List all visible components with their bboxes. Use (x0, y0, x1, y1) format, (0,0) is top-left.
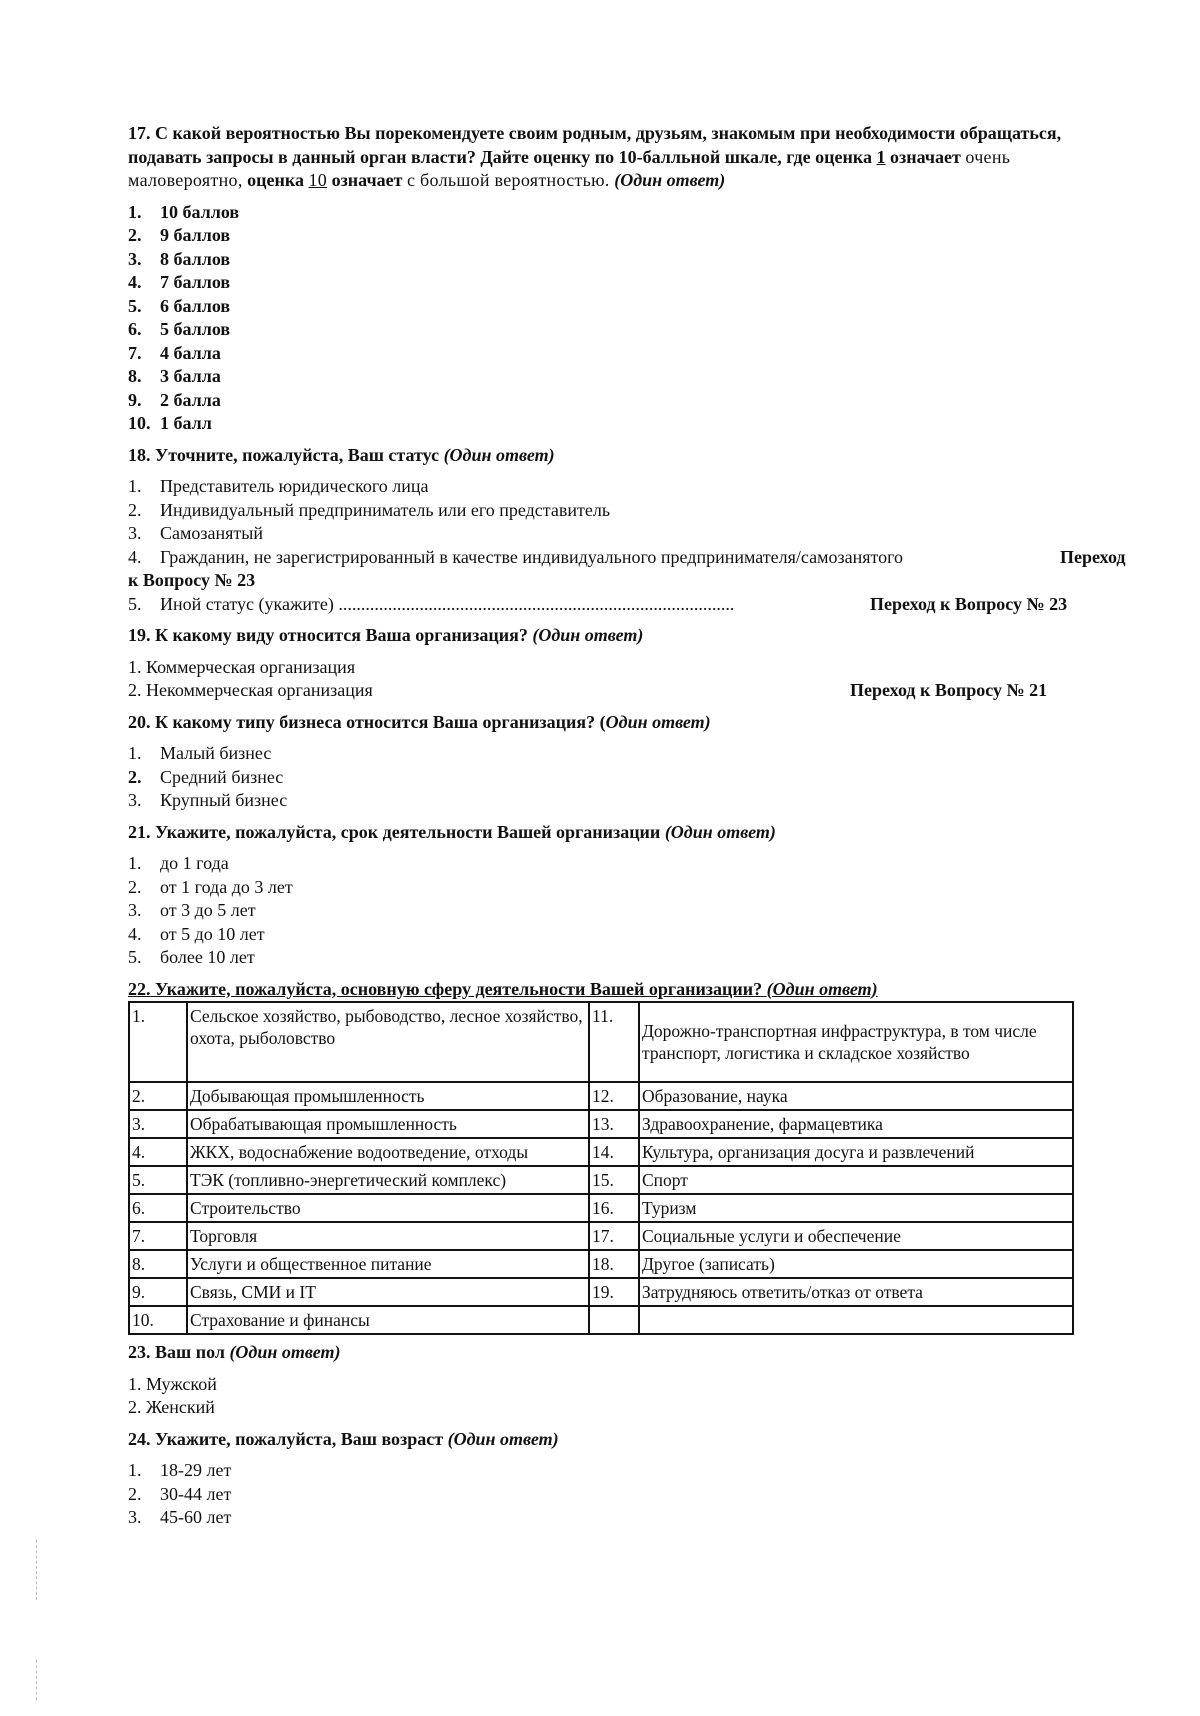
scale-max-value: 10 (308, 170, 328, 190)
score-word: оценка (247, 170, 304, 190)
table-row (129, 1306, 1073, 1334)
question-17-heading (128, 122, 1108, 193)
skip-instruction: Переход к Вопросу № 21 (850, 680, 1048, 700)
list-item[interactable] (128, 656, 1138, 680)
table-row (129, 1110, 1073, 1138)
table-cell-number: 16. (589, 1194, 639, 1222)
option-label: Средний бизнес (160, 766, 284, 787)
option-number: 2. (128, 1483, 142, 1504)
option-number: 1. (128, 656, 142, 677)
option-label: Гражданин, не зарегистрированный в качестве индивидуального предпринимателя/самозанятого (160, 546, 904, 567)
option-number: 3. (128, 1507, 142, 1527)
table-cell-number: 5. (129, 1166, 187, 1194)
list-item[interactable] (128, 389, 1138, 413)
table-cell-number: 18. (589, 1250, 639, 1278)
option-number: 1. (128, 476, 142, 496)
list-item[interactable] (128, 295, 1138, 319)
table-cell-number: 2. (129, 1082, 187, 1110)
question-21-options (128, 852, 1138, 970)
question-17-options (128, 201, 1138, 436)
table-cell-option[interactable]: Страхование и финансы (187, 1306, 589, 1334)
one-answer-mark: (Один ответ) (229, 1342, 341, 1362)
table-cell-option[interactable]: Туризм (639, 1194, 1073, 1222)
question-18-heading (128, 444, 1138, 468)
option-label: 2 балла (160, 389, 221, 410)
activity-sphere-table (128, 1001, 1074, 1335)
table-row (129, 1194, 1073, 1222)
table-cell-option[interactable]: Добывающая промышленность (187, 1082, 589, 1110)
question-20-options (128, 742, 1138, 813)
question-18-text: 18. Уточните, пожалуйста, Ваш статус (128, 444, 440, 465)
option-label: Представитель юридического лица (160, 476, 429, 496)
option-label: Коммерческая организация (146, 656, 356, 677)
list-item[interactable] (128, 679, 1138, 703)
option-label: 30-44 лет (160, 1483, 232, 1504)
table-cell-number: 19. (589, 1278, 639, 1306)
table-cell-option[interactable]: Затрудняюсь ответить/отказ от ответа (639, 1278, 1073, 1306)
table-row (129, 1002, 1073, 1082)
table-cell-option[interactable]: Социальные услуги и обеспечение (639, 1222, 1073, 1250)
table-cell-number: 3. (129, 1110, 187, 1138)
question-24-heading (128, 1428, 1138, 1452)
option-number: 4. (128, 923, 142, 944)
option-label: Самозанятый (160, 523, 263, 543)
table-cell-option[interactable]: Услуги и общественное питание (187, 1250, 589, 1278)
table-cell-option[interactable]: Дорожно-транспортная инфраструктура, в том числе транспорт, логистика и складское хозяйство (639, 1002, 1073, 1082)
table-cell-number (589, 1306, 639, 1334)
list-item[interactable] (128, 1459, 1138, 1483)
list-item[interactable] (128, 499, 1138, 523)
question-23-options (128, 1373, 1138, 1420)
list-item[interactable] (128, 1483, 1138, 1507)
question-19-heading (128, 624, 1138, 648)
question-20-heading (128, 711, 1138, 735)
table-cell-option[interactable]: Строительство (187, 1194, 589, 1222)
option-number: 2. (128, 680, 142, 700)
one-answer-mark: (Один ответ) (614, 170, 726, 190)
scan-margin-mark (36, 1540, 39, 1600)
table-cell-number: 13. (589, 1110, 639, 1138)
one-answer-mark: Один ответ) (605, 711, 711, 732)
option-label: 9 баллов (160, 225, 231, 245)
list-item[interactable] (128, 946, 1138, 970)
table-cell-option[interactable]: Культура, организация досуга и развлечений (639, 1138, 1073, 1166)
option-number: 3. (128, 790, 142, 810)
table-cell-option[interactable]: Спорт (639, 1166, 1073, 1194)
one-answer-mark: (Один ответ) (766, 978, 878, 999)
option-label: 6 баллов (160, 295, 231, 316)
list-item[interactable] (128, 271, 1138, 295)
table-row (129, 1222, 1073, 1250)
question-23-heading (128, 1341, 1138, 1365)
question-21-text: 21. Укажите, пожалуйста, срок деятельности Вашей организации (128, 821, 661, 842)
one-answer-mark: (Один ответ) (447, 1428, 559, 1449)
skip-instruction: Переход к Вопросу № 23 (870, 593, 1068, 614)
option-label: 3 балла (160, 366, 221, 386)
option-label: более 10 лет (160, 947, 255, 967)
list-item[interactable] (128, 789, 1138, 813)
option-number: 5. (128, 947, 142, 967)
list-item[interactable] (128, 248, 1138, 272)
table-cell-option[interactable]: Другое (записать) (639, 1250, 1073, 1278)
table-cell-number: 6. (129, 1194, 187, 1222)
question-19-options (128, 656, 1138, 703)
option-label: от 5 до 10 лет (160, 923, 265, 944)
list-item[interactable] (128, 742, 1138, 766)
option-number: 2. (128, 876, 142, 897)
option-label: от 3 до 5 лет (160, 900, 256, 920)
table-cell-number: 15. (589, 1166, 639, 1194)
one-answer-mark: (Один ответ) (443, 444, 555, 465)
option-number: 1. (128, 743, 142, 763)
question-23-text: 23. Ваш пол (128, 1342, 225, 1362)
table-row (129, 1082, 1073, 1110)
table-cell-option[interactable]: Здравоохранение, фармацевтика (639, 1110, 1073, 1138)
list-item[interactable] (128, 475, 1138, 499)
table-cell-number: 1. (129, 1002, 187, 1082)
list-item (128, 569, 1138, 593)
list-item[interactable] (128, 1373, 1138, 1397)
list-item[interactable] (128, 224, 1138, 248)
table-cell-option[interactable]: ЖКХ, водоснабжение водоотведение, отходы (187, 1138, 589, 1166)
option-label: 1 балл (160, 413, 212, 433)
option-label: Индивидуальный предприниматель или его представитель (160, 499, 611, 520)
table-cell-option[interactable]: Сельское хозяйство, рыбоводство, лесное хозяйство, охота, рыболовство (187, 1002, 589, 1082)
option-number: 2. (128, 766, 142, 787)
option-number: 2. (128, 499, 142, 520)
table-row (129, 1250, 1073, 1278)
list-item[interactable] (128, 342, 1138, 366)
option-number: 3. (128, 900, 142, 920)
question-24-text: 24. Укажите, пожалуйста, Ваш возраст (128, 1428, 444, 1449)
table-row (129, 1166, 1073, 1194)
table-cell-option (639, 1306, 1073, 1334)
table-cell-number: 7. (129, 1222, 187, 1250)
table-cell-number: 4. (129, 1138, 187, 1166)
list-item[interactable] (128, 899, 1138, 923)
list-item[interactable] (128, 1506, 1138, 1530)
question-20-text: 20. К какому типу бизнеса относится Ваша организация? ( (128, 711, 606, 732)
option-label: 45-60 лет (160, 1507, 232, 1527)
option-number: 8. (128, 366, 142, 386)
list-item[interactable] (128, 923, 1138, 947)
scale-min-description: очень маловероятно, (128, 146, 1011, 190)
option-label: от 1 года до 3 лет (160, 876, 293, 897)
table-row (129, 1278, 1073, 1306)
skip-instruction: Переход (1060, 546, 1126, 567)
option-number: 4. (128, 546, 142, 567)
option-number: 1. (128, 1373, 142, 1394)
option-label: 18-29 лет (160, 1460, 232, 1480)
list-item[interactable] (128, 365, 1138, 389)
table-cell-number: 11. (589, 1002, 639, 1082)
option-number: 2. (128, 1397, 142, 1417)
table-cell-option[interactable]: Связь, СМИ и IT (187, 1278, 589, 1306)
option-label: 5 баллов (160, 319, 231, 339)
question-19-text: 19. К какому виду относится Ваша организация? (128, 625, 528, 645)
table-cell-number: 17. (589, 1222, 639, 1250)
question-21-heading (128, 821, 1138, 845)
option-label: Крупный бизнес (160, 790, 288, 810)
option-number: 1. (128, 201, 142, 222)
option-number: 6. (128, 319, 142, 339)
one-answer-mark: (Один ответ) (532, 625, 644, 645)
option-label: Малый бизнес (160, 743, 272, 763)
list-item[interactable] (128, 593, 1138, 617)
option-number: 5. (128, 593, 142, 614)
table-cell-number: 9. (129, 1278, 187, 1306)
option-label: Женский (146, 1397, 215, 1417)
means-word: означает (331, 170, 403, 190)
option-number: 3. (128, 523, 142, 543)
question-22-text: 22. Укажите, пожалуйста, основную сферу деятельности Вашей организации? (128, 978, 763, 999)
scale-min-value: 1 (876, 146, 886, 167)
option-label: Иной статус (укажите) ........................................................................................ (160, 593, 735, 614)
option-number: 1. (128, 1460, 142, 1480)
option-label: до 1 года (160, 853, 229, 873)
means-word: означает (890, 146, 961, 167)
option-number: 5. (128, 295, 142, 316)
option-label: 8 баллов (160, 248, 231, 269)
table-cell-option[interactable]: Образование, наука (639, 1082, 1073, 1110)
list-item[interactable] (128, 201, 1138, 225)
table-cell-number: 14. (589, 1138, 639, 1166)
table-cell-option[interactable]: Обрабатывающая промышленность (187, 1110, 589, 1138)
table-cell-number: 10. (129, 1306, 187, 1334)
list-item[interactable] (128, 852, 1138, 876)
list-item[interactable] (128, 1396, 1138, 1420)
option-label: 7 баллов (160, 272, 231, 292)
option-number: 9. (128, 389, 142, 410)
scan-margin-mark (36, 1660, 39, 1700)
table-cell-number: 8. (129, 1250, 187, 1278)
table-cell-option[interactable]: ТЭК (топливно-энергетический комплекс) (187, 1166, 589, 1194)
scale-max-description: с большой вероятностью. (406, 170, 610, 190)
option-label: Мужской (146, 1373, 217, 1394)
list-item[interactable] (128, 522, 1138, 546)
option-number: 2. (128, 225, 142, 245)
option-label: 4 балла (160, 342, 221, 363)
table-cell-option[interactable]: Торговля (187, 1222, 589, 1250)
question-18-options (128, 475, 1138, 616)
option-number: 1. (128, 853, 142, 873)
option-number: 4. (128, 272, 142, 292)
question-22-heading (128, 978, 1138, 1002)
table-cell-number: 12. (589, 1082, 639, 1110)
option-number: 7. (128, 342, 142, 363)
question-17-text: 17. С какой вероятностью Вы порекомендуете своим родным, друзьям, знакомым при необходимости обращаться, подавать запросы в данный орган власти? Дайте оценку по 10-балльной шкале, где оценка (128, 123, 1062, 167)
list-item[interactable] (128, 546, 1138, 570)
list-item[interactable] (128, 412, 1138, 436)
option-number: 10. (128, 413, 151, 433)
list-item[interactable] (128, 318, 1138, 342)
one-answer-mark: (Один ответ) (664, 821, 776, 842)
questionnaire-page (128, 122, 1138, 1538)
list-item[interactable] (128, 876, 1138, 900)
question-24-options (128, 1459, 1138, 1530)
option-label: 10 баллов (160, 201, 240, 222)
skip-instruction: к Вопросу № 23 (128, 570, 256, 590)
table-row (129, 1138, 1073, 1166)
option-label: Некоммерческая организация (146, 680, 373, 700)
option-number: 3. (128, 248, 142, 269)
list-item[interactable] (128, 766, 1138, 790)
